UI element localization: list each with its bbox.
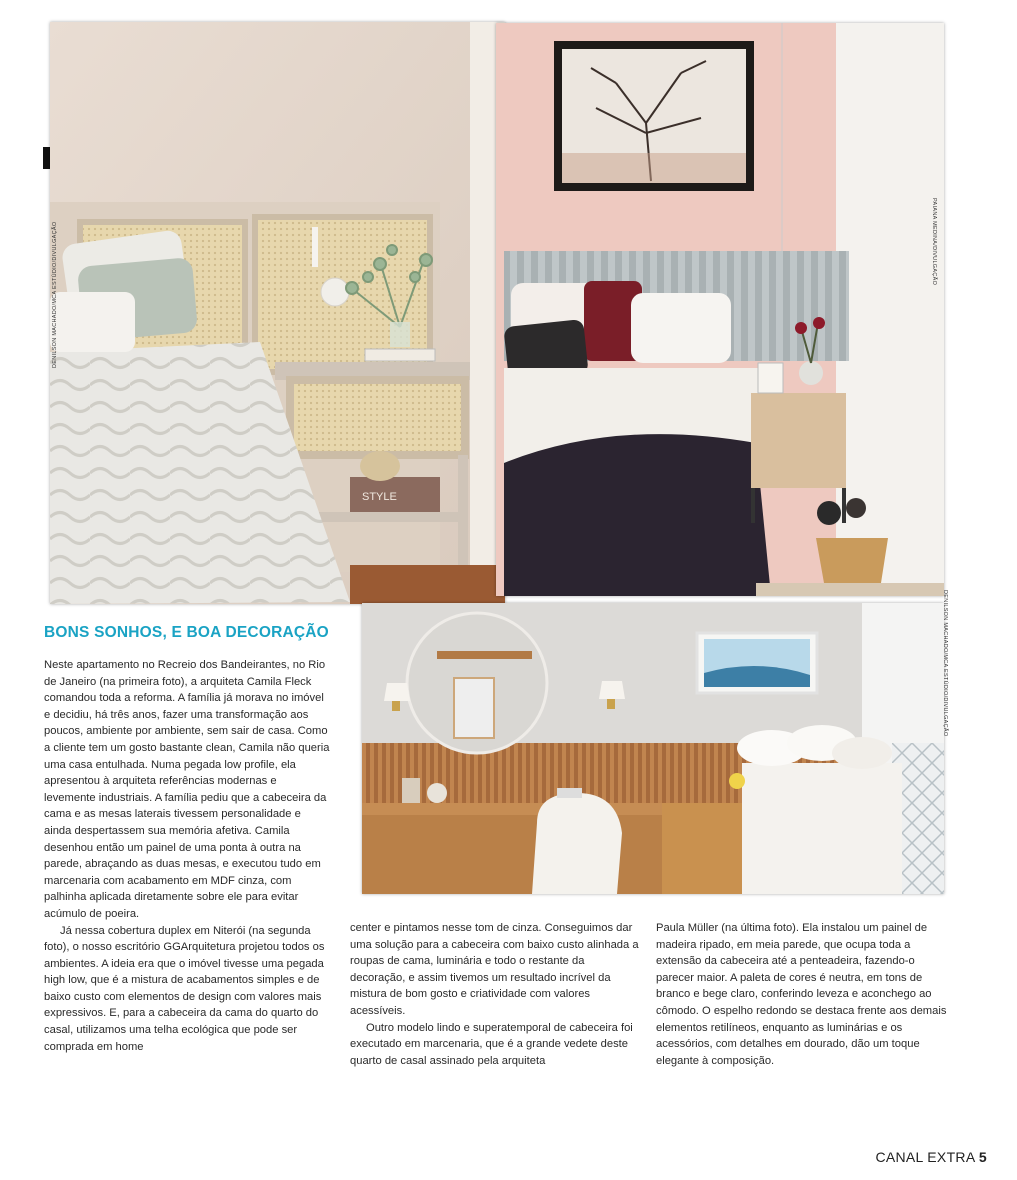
book-spine-text: STYLE <box>362 491 397 503</box>
page-number: 5 <box>978 1149 987 1165</box>
photo-credit-3: DENILSON MACHADO/MCA ESTÚDIO/DIVULGAÇÃO <box>942 590 948 737</box>
photo-bedroom-slatted-panel <box>362 603 944 894</box>
article-paragraph: Paula Müller (na última foto). Ela instalou um painel de madeira ripado, em meia parede, que ocupa toda a extensão da cabeceira até a penteadeira, fazendo-o parecer maior. A paleta de cores é neutra, em tons de branco e bege claro, conferindo leveza e aconchego ao cômodo. O espelho redondo se destaca frente aos demais elementos retilíneos, enquanto as luminárias e os acessórios, com detalhes em dourado, dão um toque elegante à composição. <box>656 922 947 1067</box>
article-headline: BONS SONHOS, E BOA DECORAÇÃO <box>44 624 329 641</box>
article-paragraph: Já nessa cobertura duplex em Niterói (na segunda foto), o nosso escritório GGArquitetura projetou todos os ambientes. A ideia era que o imóvel tivesse uma pegada high low, que é a mistura de acabamentos simples e de baixo custo com elementos de design com valores mais expressivos. E, para a cabeceira da cama do quarto do casal, utilizamos uma telha ecológica que pode ser comprada em home <box>44 924 325 1053</box>
magazine-name: CANAL EXTRA <box>875 1149 975 1165</box>
article-paragraph: center e pintamos nesse tom de cinza. Conseguimos dar uma solução para a cabeceira com baixo custo alinhada a roupas de cama, luminária e todo o restante da decoração, e assim tivemos um resultado incrível da mistura de bom gosto e criatividade com valores acessíveis. <box>350 922 639 1017</box>
article-paragraph: Outro modelo lindo e superatemporal de cabeceira foi executado em marcenaria, que é a grande vedete deste quarto de casal assinado pela arquiteta <box>350 1021 633 1067</box>
article-column-3 <box>656 920 948 1069</box>
page-footer <box>875 1149 987 1165</box>
article-column-1 <box>44 657 330 1055</box>
article-column-2 <box>350 920 640 1069</box>
photo-bedroom-grey-headboard <box>496 23 944 596</box>
photo-bedroom-cane-headboard-image <box>50 22 505 604</box>
article-paragraph: Neste apartamento no Recreio dos Bandeirantes, no Rio de Janeiro (na primeira foto), a arquiteta Camila Fleck comandou toda a reforma. A família já morava no imóvel e decidiu, há três anos, fazer uma transformação aos poucos, ambiente por ambiente, sem sair de casa. Como a cliente tem um gosto bastante clean, Camila não queria uma casa entulhada. Numa pegada low profile, ela apresentou à arquiteta referências modernas e levemente industriais. A família pediu que a cabeceira da cama e as mesas laterais tivessem personalidade e ainda despertassem sua memória afetiva. Camila desenhou então um painel de uma ponta à outra na parede, abraçando as duas mesas, e executou tudo em marcenaria com acabamento em MDF cinza, com palhinha aplicada diretamente sobre ele para evitar acúmulo de poeira. <box>44 659 330 920</box>
photo-credit-2: PAIANA MEDINA/DIVULGAÇÃO <box>931 198 937 286</box>
photo-bedroom-grey-headboard-image <box>496 23 944 596</box>
photo-bedroom-cane-headboard <box>50 22 505 604</box>
photo-bedroom-slatted-panel-image <box>362 603 944 894</box>
photo-credit-1: DENILSON MACHADO/MCA ESTÚDIO/DIVULGAÇÃO <box>52 221 58 368</box>
